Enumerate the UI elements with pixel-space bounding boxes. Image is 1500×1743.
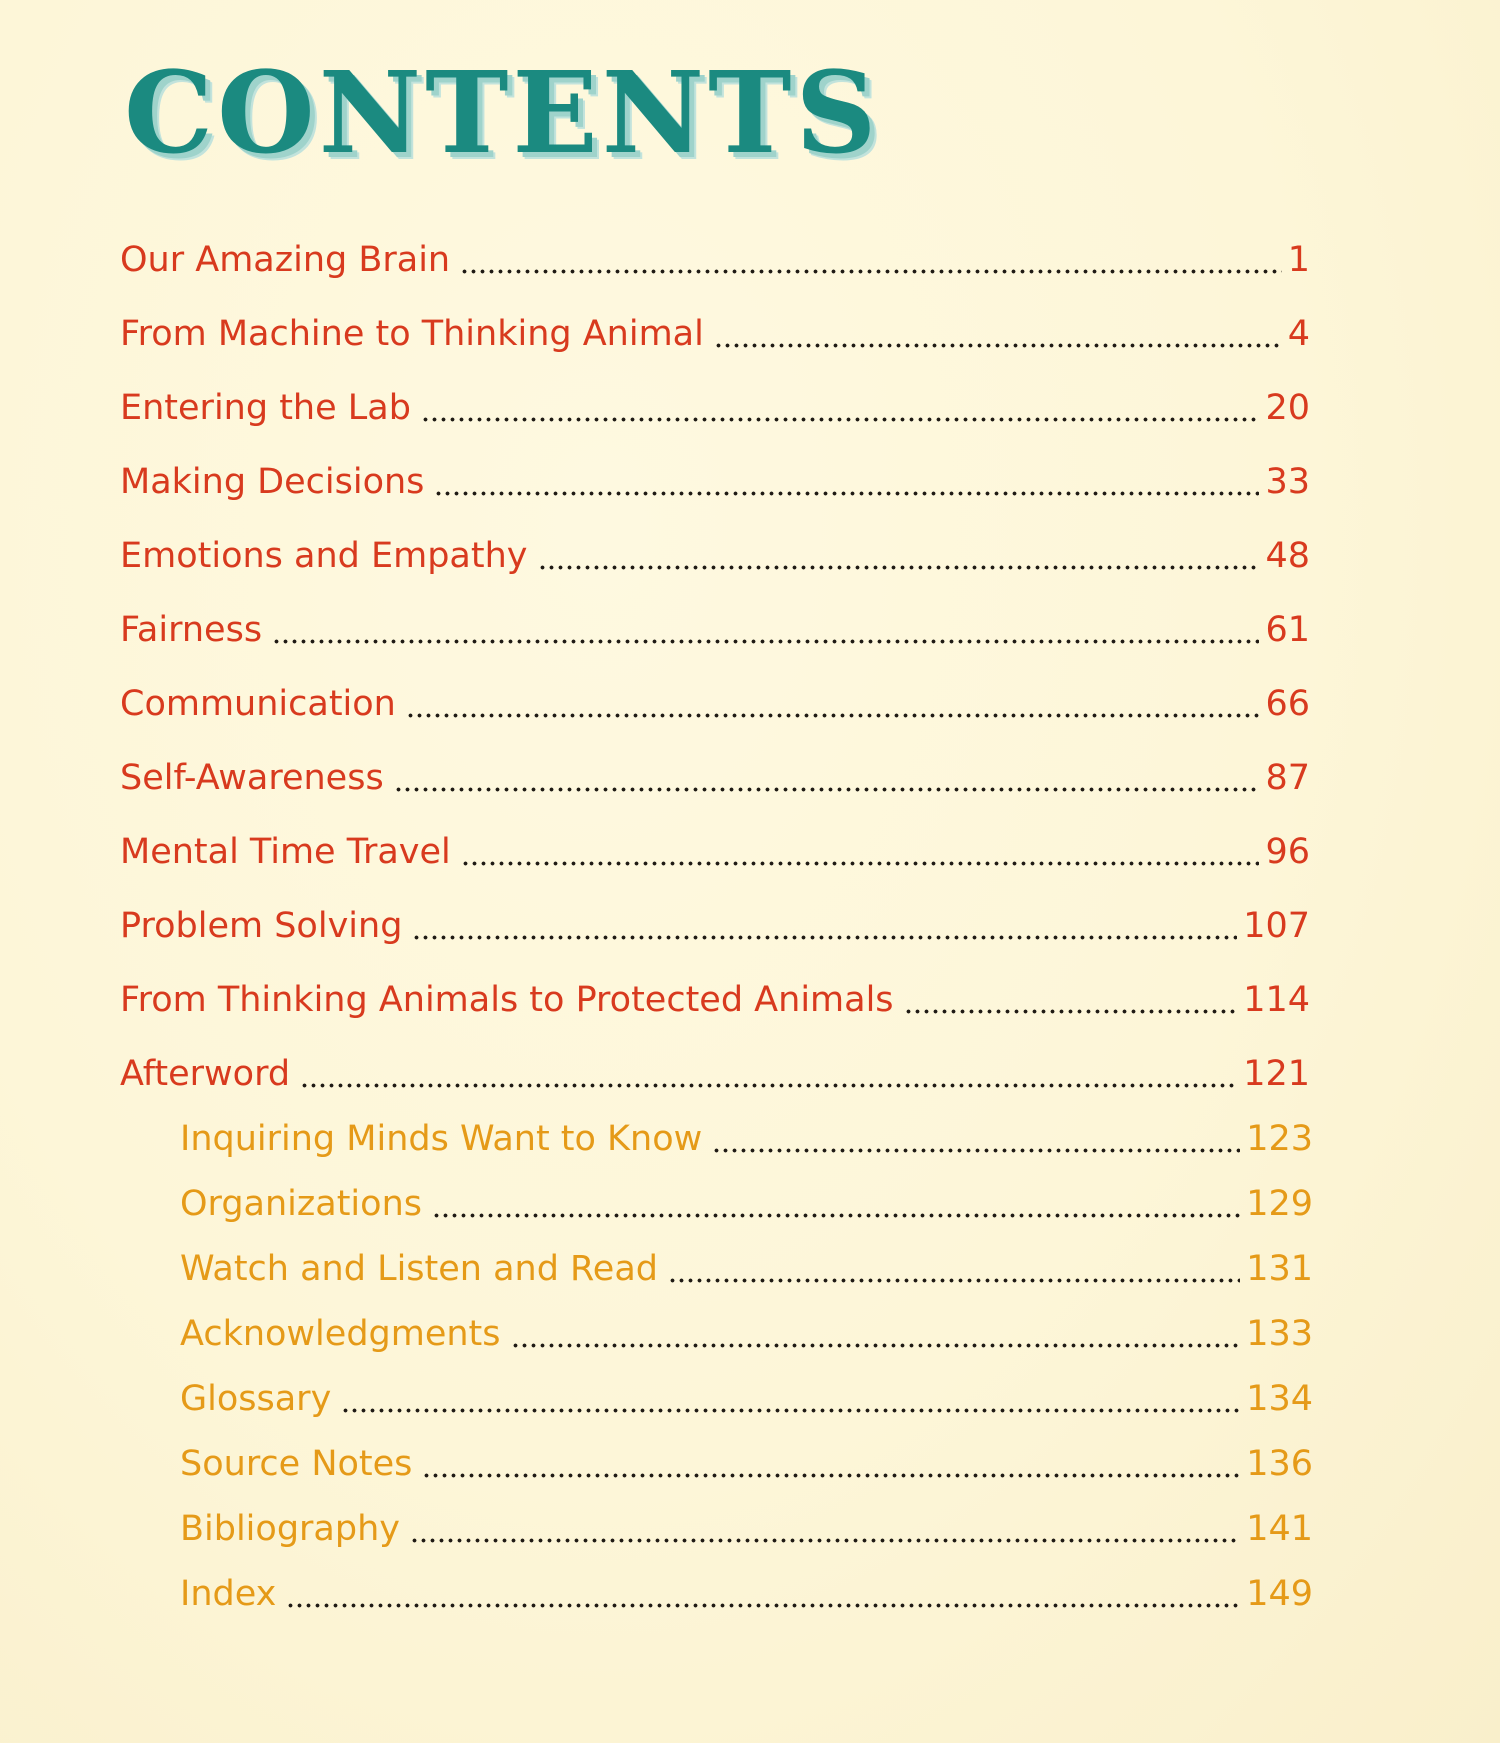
leader-dots (714, 343, 1282, 348)
toc-entry-page: 114 (1243, 980, 1310, 1020)
toc-entry (120, 462, 1310, 502)
toc-entry-page: 87 (1265, 758, 1310, 798)
leader-dots (460, 269, 1282, 274)
toc-entry-page: 4 (1287, 314, 1310, 354)
toc-subentry-label: Bibliography (180, 1509, 400, 1549)
toc-entry-label: From Thinking Animals to Protected Animals (120, 980, 894, 1020)
toc-entry-page: 33 (1265, 462, 1310, 502)
toc-subentry-page: 123 (1246, 1119, 1313, 1159)
toc-subentry-page: 131 (1246, 1249, 1313, 1289)
toc-entry (120, 684, 1310, 724)
toc-subentry (180, 1379, 1313, 1419)
toc-entry-page: 66 (1265, 684, 1310, 724)
toc-subentry-label: Acknowledgments (180, 1314, 501, 1354)
toc-subentry-page: 133 (1246, 1314, 1313, 1354)
toc-entry (120, 610, 1310, 650)
leader-dots (668, 1278, 1240, 1283)
toc-subentry (180, 1314, 1313, 1354)
leader-dots (410, 1538, 1240, 1543)
page-title: CONTENTS (124, 48, 881, 179)
toc-subentry-label: Watch and Listen and Read (180, 1249, 659, 1289)
leader-dots (432, 1213, 1240, 1218)
toc-subentry-page: 129 (1246, 1184, 1313, 1224)
toc-entry-label: From Machine to Thinking Animal (120, 314, 704, 354)
toc-entry (120, 314, 1310, 354)
toc-subentry-label: Index (180, 1574, 277, 1614)
toc-entry-label: Entering the Lab (120, 388, 411, 428)
leader-dots (412, 935, 1237, 940)
toc-subentry-label: Inquiring Minds Want to Know (180, 1119, 703, 1159)
toc-entry-page: 96 (1265, 832, 1310, 872)
toc-subentry-label: Glossary (180, 1379, 332, 1419)
toc-entry (120, 536, 1310, 576)
toc-subentry (180, 1249, 1313, 1289)
leader-dots (394, 787, 1260, 792)
toc-subentry-page: 149 (1246, 1574, 1313, 1614)
leader-dots (406, 713, 1260, 718)
leader-dots (538, 565, 1260, 570)
toc-entry-page: 61 (1265, 610, 1310, 650)
toc-entry-label: Making Decisions (120, 462, 425, 502)
toc-entry (120, 980, 1310, 1020)
toc-entry (120, 758, 1310, 798)
toc-subentry (180, 1184, 1313, 1224)
toc-entry-label: Afterword (120, 1054, 291, 1094)
leader-dots (511, 1343, 1241, 1348)
toc-subentry (180, 1509, 1313, 1549)
toc-entry-label: Our Amazing Brain (120, 240, 451, 280)
toc-entry (120, 388, 1310, 428)
toc-subentry (180, 1119, 1313, 1159)
leader-dots (434, 491, 1259, 496)
toc-subentry-page: 141 (1246, 1509, 1313, 1549)
toc-entry-page: 107 (1243, 906, 1310, 946)
toc-entry-page: 1 (1287, 240, 1310, 280)
toc-subentry-label: Source Notes (180, 1444, 413, 1484)
toc-subentry-page: 134 (1246, 1379, 1313, 1419)
leader-dots (300, 1083, 1237, 1088)
leader-dots (272, 639, 1259, 644)
toc-subentry-page: 136 (1246, 1444, 1313, 1484)
toc-subentry-label: Organizations (180, 1184, 422, 1224)
leader-dots (341, 1408, 1240, 1413)
toc-entry-label: Mental Time Travel (120, 832, 451, 872)
leader-dots (904, 1009, 1238, 1014)
toc-subentry (180, 1574, 1313, 1614)
toc-entry-page: 20 (1265, 388, 1310, 428)
leader-dots (286, 1603, 1240, 1608)
toc-entry-label: Emotions and Empathy (120, 536, 528, 576)
toc-entry (120, 906, 1310, 946)
toc-entry-label: Communication (120, 684, 396, 724)
leader-dots (421, 417, 1260, 422)
toc-entry (120, 832, 1310, 872)
toc-entry (120, 1054, 1310, 1094)
toc-entry-page: 121 (1243, 1054, 1310, 1094)
leader-dots (712, 1148, 1240, 1153)
toc-entry-page: 48 (1265, 536, 1310, 576)
toc-entry-label: Problem Solving (120, 906, 403, 946)
toc-entry-label: Self-Awareness (120, 758, 384, 798)
toc-entry-label: Fairness (120, 610, 263, 650)
leader-dots (422, 1473, 1240, 1478)
toc-entry (120, 240, 1310, 280)
toc-subentry (180, 1444, 1313, 1484)
leader-dots (461, 861, 1260, 866)
